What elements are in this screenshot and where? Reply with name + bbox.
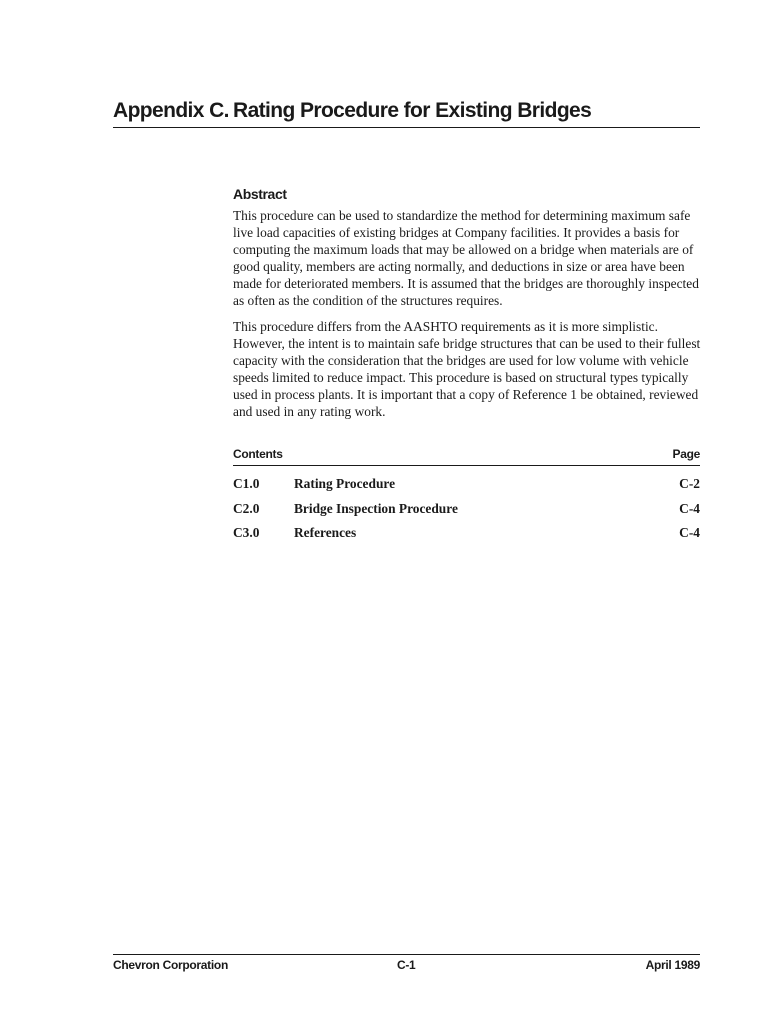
footer-page-number: C-1 — [397, 958, 416, 972]
abstract-heading: Abstract — [233, 186, 287, 202]
footer-company: Chevron Corporation — [113, 958, 228, 972]
toc-section-title: Rating Procedure — [294, 476, 396, 491]
toc-row[interactable] — [233, 476, 700, 501]
toc-page-number: C-2 — [679, 476, 700, 491]
page-title — [113, 98, 700, 124]
appendix-label: Appendix C. — [113, 99, 229, 122]
toc-row[interactable] — [233, 501, 700, 526]
contents-header — [233, 447, 700, 464]
footer-date: April 1989 — [645, 958, 700, 972]
toc-section-title: References — [294, 525, 357, 540]
toc-row[interactable] — [233, 525, 700, 550]
contents-heading: Contents — [233, 447, 283, 461]
page-column-heading: Page — [672, 447, 700, 461]
toc-section-number: C1.0 — [233, 476, 260, 491]
toc-section-title: Bridge Inspection Procedure — [294, 500, 458, 516]
toc-section-number: C3.0 — [233, 525, 260, 540]
title-rule — [113, 127, 700, 128]
appendix-title: Rating Procedure for Existing Bridges — [233, 99, 592, 122]
footer-rule — [113, 954, 700, 955]
toc-section-number: C2.0 — [233, 500, 260, 516]
toc-page-number: C-4 — [679, 525, 700, 540]
abstract-paragraph-1: This procedure can be used to standardize the method for determining maximum safe live load capacities of existing bridges at Company facilities. It provides a basis for computing the maximum loads that may be allowed on a bridge when materials are of good quality, members are acting normally, and deductions in size or area have been made for deteriorated members. It is assumed that the bridges are thoroughly inspected as often as the condition of the structures requires. — [233, 208, 699, 308]
page-footer — [113, 958, 700, 974]
toc-page-number: C-4 — [679, 500, 700, 516]
abstract-paragraph-2: This procedure differs from the AASHTO requirements as it is more simplistic. However, the intent is to maintain safe bridge structures that can be used to their fullest capacity with the consideration that the bridges are used for low volume with vehicle speeds limited to reduce impact. This procedure is based on structural types typically used in process plants. It is important that a copy of Reference 1 be obtained, reviewed and used in any rating work. — [233, 319, 701, 419]
contents-rule — [233, 465, 700, 466]
table-of-contents — [233, 476, 700, 550]
